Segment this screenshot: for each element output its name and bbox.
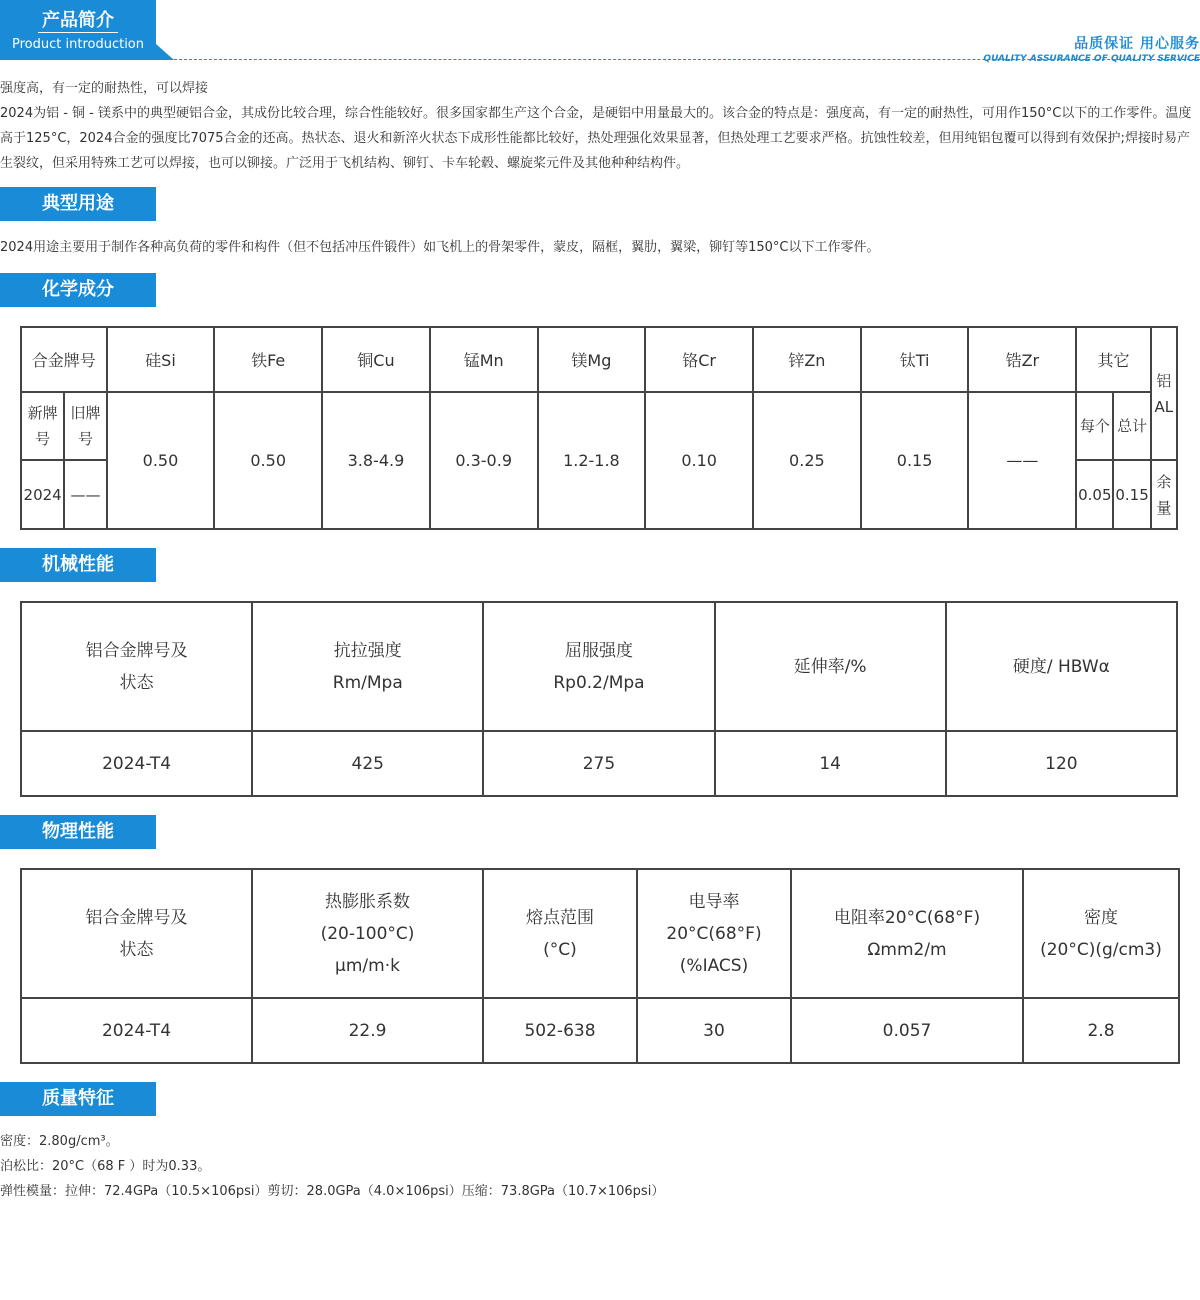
mech-table: [20, 601, 1178, 797]
quality-line: 密度：2.80g/cm³。: [0, 1134, 119, 1149]
mech-header-line: 硬度/ HBWα: [1012, 656, 1110, 677]
phys-value: 502-638: [483, 998, 637, 1063]
section-title-chem: 化学成分: [0, 273, 156, 307]
chem-value: 0.50: [107, 392, 215, 529]
phys-value: 2024-T4: [21, 998, 252, 1063]
chem-new-grade-header: 新牌号: [21, 392, 64, 460]
quality-line: 泊松比：20°C（68 F ）时为0.33。: [0, 1159, 211, 1174]
chem-value: 0.50: [214, 392, 322, 529]
phys-table: [20, 868, 1180, 1064]
phys-header-line: 20°C(68°F): [666, 923, 762, 944]
phys-value: 2.8: [1023, 998, 1179, 1063]
header-title-box: [0, 0, 156, 60]
header-title-en: Product introduction: [12, 37, 144, 52]
usage-text: [0, 235, 1196, 260]
section-title-usage: 典型用途: [0, 187, 156, 221]
mech-value: 2024-T4: [21, 731, 252, 796]
chem-value: 0.25: [753, 392, 861, 529]
chem-value: 1.2-1.8: [538, 392, 646, 529]
usage-paragraph: 2024用途主要用于制作各种高负荷的零件和构件（但不包括冲压件锻件）如飞机上的骨架零件，蒙皮，隔框，翼肋，翼梁，铆钉等150°C以下工作零件。: [0, 240, 880, 255]
chem-grade-header: 合金牌号: [21, 327, 107, 392]
mech-header-line: 抗拉强度: [333, 640, 402, 661]
mech-header-line: Rm/Mpa: [332, 672, 403, 693]
mech-value: 14: [715, 731, 946, 796]
chem-other-header: 其它: [1076, 327, 1151, 392]
phys-value: 30: [637, 998, 791, 1063]
mech-header-cell: [21, 602, 252, 731]
phys-header-line: 铝合金牌号及: [85, 907, 188, 928]
chem-element-header: 锌Zn: [753, 327, 861, 392]
chem-old-grade-value: ——: [64, 460, 106, 529]
chem-element-header: 锰Mn: [430, 327, 538, 392]
slogan-en: QUALITY ASSURANCE OF QUALITY SERVICE: [983, 54, 1200, 64]
phys-header-cell: [21, 869, 252, 998]
header-triangle: [156, 44, 174, 60]
chem-old-grade-header: 旧牌号: [64, 392, 106, 460]
mech-value: 275: [483, 731, 714, 796]
mech-header-line: 铝合金牌号及: [85, 640, 188, 661]
mech-header-line: 状态: [119, 672, 154, 693]
mech-header-cell: [252, 602, 483, 731]
quality-text: [0, 1129, 1196, 1204]
phys-header-cell: [791, 869, 1023, 998]
intro-text: [0, 76, 1196, 176]
chem-each-header: 每个: [1076, 392, 1113, 460]
phys-header-line: (°C): [543, 939, 577, 960]
phys-header-cell: [252, 869, 483, 998]
chem-element-header: 锆Zr: [968, 327, 1076, 392]
mech-header-cell: [483, 602, 714, 731]
phys-header-cell: [1023, 869, 1179, 998]
chem-al-header: 铝AL: [1151, 327, 1177, 460]
slogan-cn: 品质保证 用心服务: [1074, 36, 1200, 52]
phys-header-line: Ωmm2/m: [867, 939, 947, 960]
section-title-mech: 机械性能: [0, 548, 156, 582]
chem-element-header: 铜Cu: [322, 327, 430, 392]
chem-element-header: 铁Fe: [214, 327, 322, 392]
chem-element-header: 镁Mg: [538, 327, 646, 392]
header-title-cn: 产品简介: [38, 10, 118, 33]
chem-element-header: 钛Ti: [861, 327, 969, 392]
intro-line: 强度高，有一定的耐热性，可以焊接: [0, 81, 209, 96]
chem-total-value: 0.15: [1113, 460, 1150, 529]
chem-value: 3.8-4.9: [322, 392, 430, 529]
chem-new-grade-value: 2024: [21, 460, 64, 529]
phys-header-line: (20°C)(g/cm3): [1040, 939, 1162, 960]
mech-header-cell: [715, 602, 946, 731]
page-header: [0, 0, 1200, 64]
section-title-quality: 质量特征: [0, 1082, 156, 1116]
chem-each-value: 0.05: [1076, 460, 1113, 529]
quality-line: 弹性模量：拉伸：72.4GPa（10.5×106psi）剪切：28.0GPa（4.0×106psi）压缩：73.8GPa（10.7×106psi）: [0, 1184, 665, 1199]
chem-al-value: 余量: [1151, 460, 1177, 529]
phys-header-line: 电阻率20°C(68°F): [833, 907, 981, 928]
chem-total-header: 总计: [1113, 392, 1150, 460]
mech-value: 120: [946, 731, 1177, 796]
chem-value: 0.3-0.9: [430, 392, 538, 529]
header-slogan: [983, 33, 1200, 65]
intro-paragraph: 2024为铝 - 铜 - 镁系中的典型硬铝合金，其成份比较合理，综合性能较好。很多国家都生产这个合金，是硬铝中用量最大的。该合金的特点是：强度高，有一定的耐热性，可用作150°C以下的工作零件。温度高于125°C，2024合金的强度比7075合金的还高。热状态、退火和新淬火状态下成形性能都比较好，热处理强化效果显著，但热处理工艺要求严格。抗蚀性较差，但用纯铝包覆可以得到有效保护;焊接时易产生裂纹，但采用特殊工艺可以焊接，也可以铆接。广泛用于飞机结构、铆钉、卡车轮毂、螺旋桨元件及其他种种结构件。: [0, 106, 1192, 171]
chem-value: ——: [968, 392, 1076, 529]
phys-header-line: 热膨胀系数: [325, 891, 410, 912]
phys-header-line: 熔点范围: [526, 907, 594, 928]
section-title-phys: 物理性能: [0, 815, 156, 849]
phys-value: 0.057: [791, 998, 1023, 1063]
phys-header-line: (20-100°C): [320, 923, 415, 944]
mech-header-line: 延伸率/%: [793, 656, 867, 677]
phys-header-line: µm/m·k: [335, 955, 400, 976]
mech-header-line: 屈服强度: [564, 640, 633, 661]
phys-header-line: (%IACS): [679, 955, 749, 976]
chem-value: 0.10: [645, 392, 753, 529]
phys-value: 22.9: [252, 998, 483, 1063]
chem-element-header: 铬Cr: [645, 327, 753, 392]
chem-table: [20, 326, 1178, 530]
phys-header-line: 密度: [1084, 907, 1118, 928]
phys-header-line: 电导率: [688, 891, 740, 912]
mech-header-cell: [946, 602, 1177, 731]
phys-header-cell: [637, 869, 791, 998]
mech-value: 425: [252, 731, 483, 796]
chem-value: 0.15: [861, 392, 969, 529]
mech-header-line: Rp0.2/Mpa: [553, 672, 645, 693]
phys-header-cell: [483, 869, 637, 998]
chem-element-header: 硅Si: [107, 327, 215, 392]
phys-header-line: 状态: [119, 939, 154, 960]
